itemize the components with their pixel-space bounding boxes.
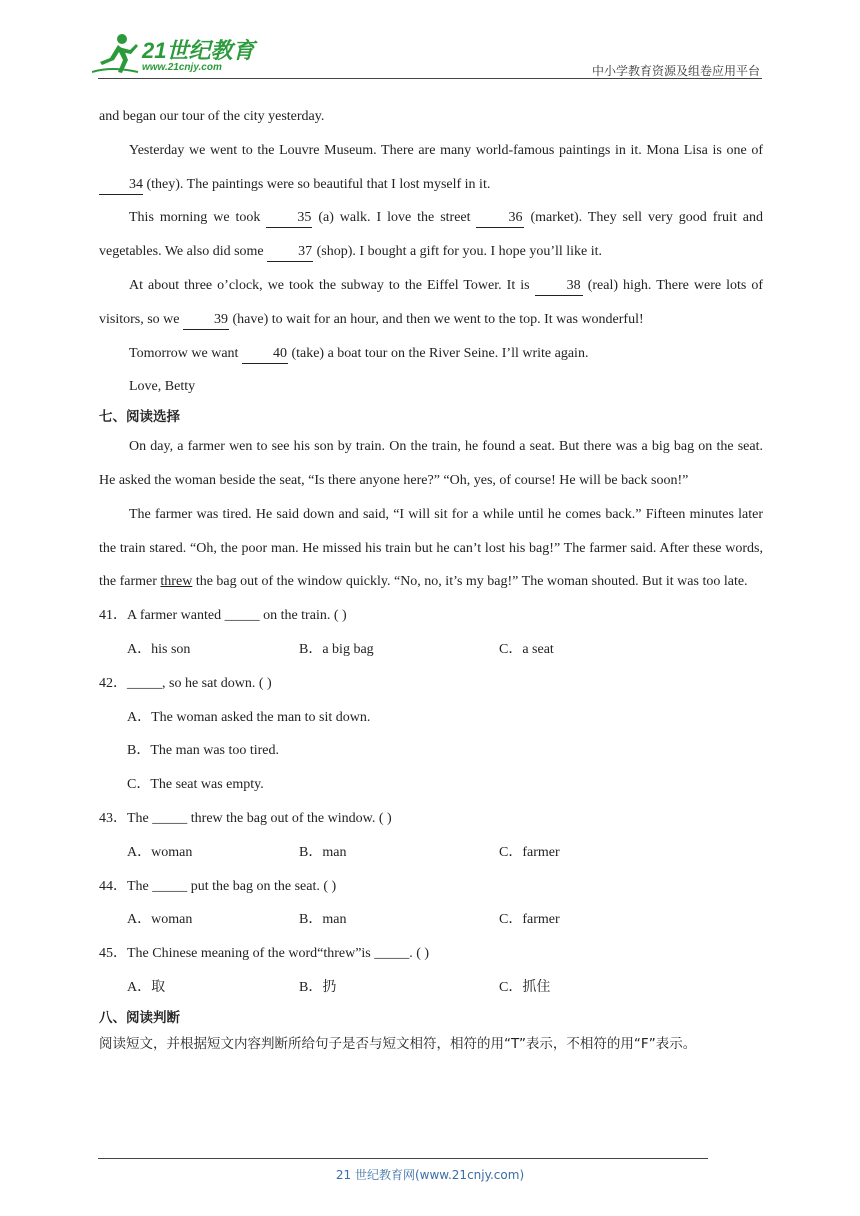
header-divider (98, 78, 762, 79)
section-title-8: 八、阅读判断 (99, 1009, 180, 1026)
options-43 (99, 836, 763, 870)
text-run: The farmer was tired. He said down and said, “I will sit for a while until he comes back.” Fifteen minutes later the train stared. “Oh, the poor man. He missed his train but he can’t lost his bag!” The farmer said. After these words, the farmer (99, 506, 763, 590)
option-a[interactable]: A．his son (127, 641, 191, 657)
option-b[interactable]: B．a big bag (299, 641, 374, 657)
section-8-instruction: 阅读短文，并根据短文内容判断所给句子是否与短文相符，相符的用“T”表示，不相符的用“F”表示。 (99, 1035, 697, 1052)
option-a[interactable]: A．The woman asked the man to sit down. (127, 709, 371, 725)
document-body (99, 100, 763, 1057)
text-run: (they). The paintings were so beautiful that I lost myself in it. (146, 176, 491, 192)
story-paragraph-1: On day, a farmer wen to see his son by train. On the train, he found a seat. But there was a big bag on the seat. He asked the woman beside the seat, “Is there anyone here?” “Oh, yes, of course! He will be back soon!” (99, 439, 763, 488)
option-c[interactable]: C．The seat was empty. (127, 777, 264, 793)
text-run: the bag out of the window quickly. “No, no, it’s my bag!” The woman shouted. But it was too late. (195, 574, 748, 590)
option-b[interactable]: B．man (299, 912, 347, 928)
text-run: (shop). I bought a gift for you. I hope you’ll like it. (316, 244, 603, 260)
option-b[interactable]: B．扔 (299, 979, 337, 995)
text-run: (a) walk. I love the street (318, 210, 471, 226)
option-c[interactable]: C．抓住 (499, 979, 551, 995)
logo-url: www.21cnjy.com (142, 62, 222, 73)
text-run: (market). They sell very good fruit and vegetables. We also did some (99, 210, 763, 260)
text-run: Yesterday we went to the Louvre Museum. There are many world-famous paintings in it. Mona Lisa is one of (129, 142, 763, 158)
logo-text: 21世纪教育 (142, 38, 255, 63)
text-run: This morning we took (129, 210, 261, 226)
site-logo (92, 32, 267, 78)
footer-text[interactable]: 21 世纪教育网(www.21cnjy.com) (335, 1168, 525, 1182)
question-45: 45．The Chinese meaning of the word“threw”is _____. ( ) (99, 946, 430, 962)
passage-paragraph-3 (99, 269, 763, 337)
option-b[interactable]: B．man (299, 844, 347, 860)
option-a[interactable]: A．woman (127, 844, 193, 860)
question-44: 44．The _____ put the bag on the seat. ( ) (99, 878, 337, 894)
passage-paragraph-2 (99, 201, 763, 269)
runner-logo-icon (92, 32, 140, 78)
blank-38: 38 (535, 277, 583, 296)
header-platform-text: 中小学教育资源及组卷应用平台 (591, 64, 760, 78)
story-paragraph-2 (99, 498, 763, 599)
options-45 (99, 971, 763, 1005)
blank-37: 37 (267, 243, 313, 262)
option-a[interactable]: A．取 (127, 979, 166, 995)
blank-34: 34 (99, 176, 143, 195)
text-run: Tomorrow we want (129, 345, 239, 361)
page-header (0, 0, 860, 90)
blank-36: 36 (476, 209, 524, 228)
passage-paragraph-1 (99, 134, 763, 202)
text-run: At about three o’clock, we took the subway to the Eiffel Tower. It is (129, 277, 530, 293)
question-42: 42．_____, so he sat down. ( ) (99, 675, 272, 691)
underlined-word: threw (160, 574, 193, 590)
text-run: (have) to wait for an hour, and then we went to the top. It was wonderful! (232, 311, 644, 327)
option-c[interactable]: C．farmer (499, 844, 560, 860)
option-b[interactable]: B．The man was too tired. (127, 743, 280, 759)
letter-signature: Love, Betty (129, 379, 196, 395)
section-title-7: 七、阅读选择 (99, 409, 180, 426)
text-run: (take) a boat tour on the River Seine. I’ll write again. (291, 345, 589, 361)
footer-divider (98, 1158, 708, 1159)
blank-39: 39 (183, 311, 229, 330)
options-41 (99, 633, 763, 667)
question-43: 43．The _____ threw the bag out of the window. ( ) (99, 810, 392, 826)
passage-paragraph-4 (99, 337, 763, 371)
option-c[interactable]: C．farmer (499, 912, 560, 928)
blank-35: 35 (266, 209, 312, 228)
question-41: 41．A farmer wanted _____ on the train. ( ) (99, 608, 347, 624)
options-44 (99, 903, 763, 937)
passage-line: and began our tour of the city yesterday. (99, 109, 325, 124)
option-c[interactable]: C．a seat (499, 641, 554, 657)
blank-40: 40 (242, 345, 288, 364)
option-a[interactable]: A．woman (127, 912, 193, 928)
text-run: (real) high. There were lots of visitors, so we (99, 277, 764, 327)
